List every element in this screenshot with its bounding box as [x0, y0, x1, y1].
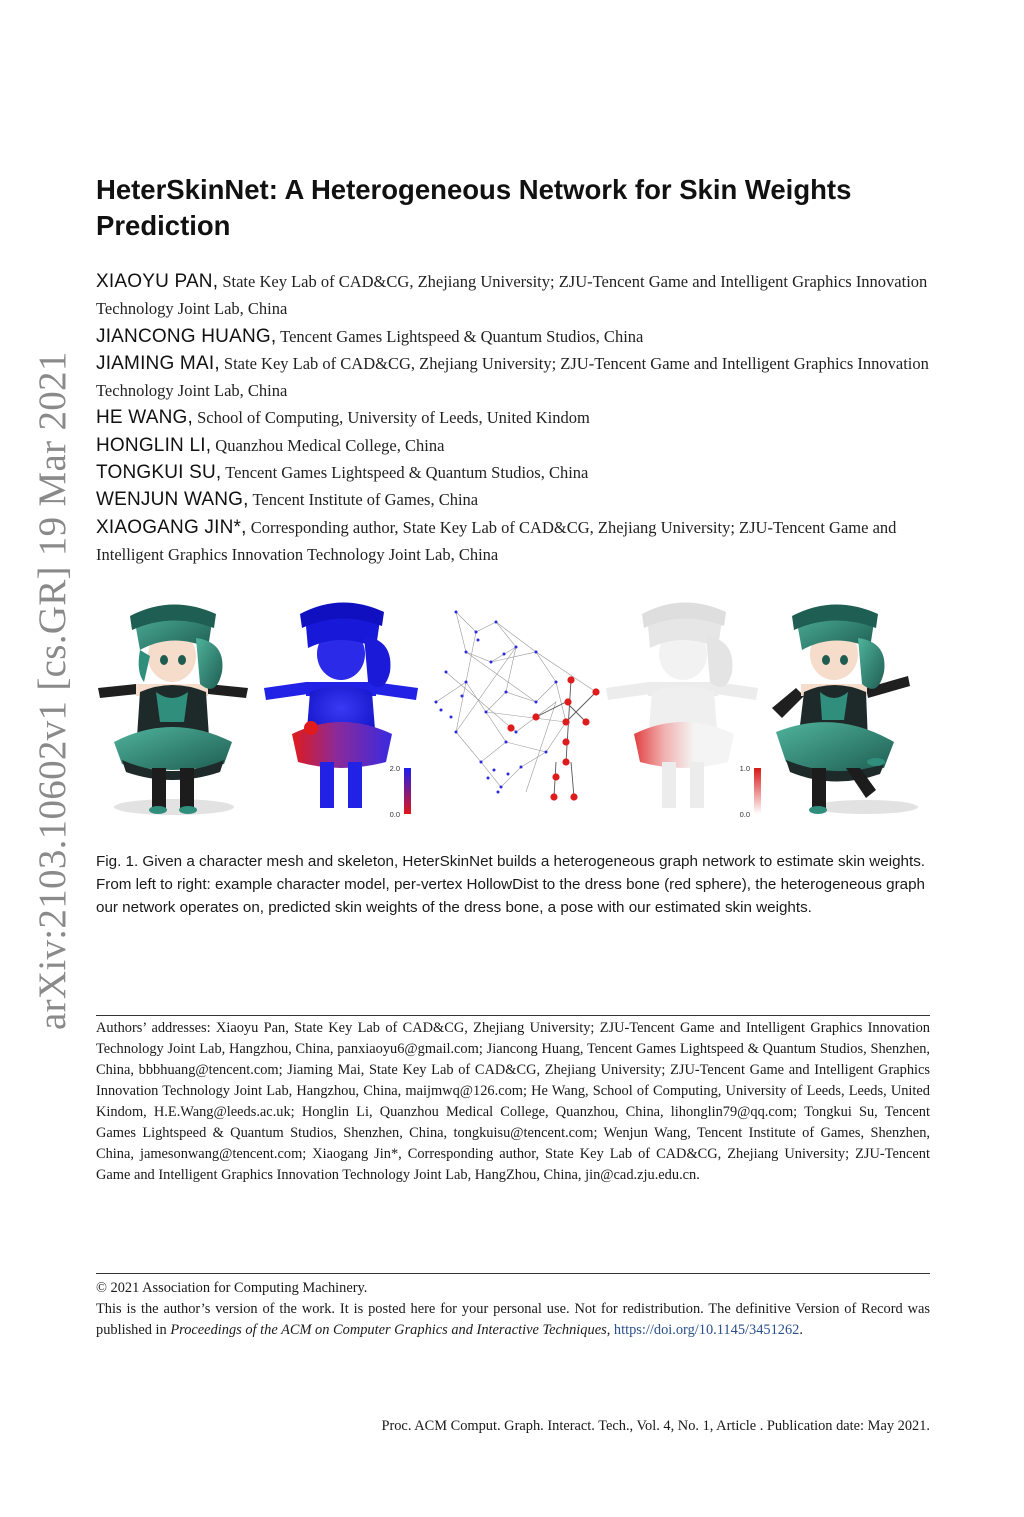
version-notice: [96, 1299, 930, 1341]
footnote-divider: [96, 1015, 930, 1016]
page-footer: Proc. ACM Comput. Graph. Interact. Tech., Vol. 4, No. 1, Article . Publication date: May 2021.: [381, 1418, 930, 1434]
author-name: XIAOYU PAN,: [96, 271, 219, 292]
teaser-figure: [96, 592, 930, 828]
author-affiliation: Tencent Institute of Games, China: [248, 490, 479, 510]
author-affiliation: School of Computing, University of Leeds, United Kindom: [192, 408, 590, 428]
author-entry: [96, 486, 930, 513]
author-name: HE WANG,: [96, 407, 193, 429]
author-entry: [96, 432, 930, 459]
author-affiliation: State Key Lab of CAD&CG, Zhejiang University; ZJU-Tencent Game and Intelligent Graphics Innovation Technology Joint Lab, China: [96, 272, 928, 319]
character-posed: [772, 604, 918, 814]
author-list: [96, 268, 930, 568]
character-model-textured: [98, 604, 248, 815]
figure-caption: Fig. 1. Given a character mesh and skeleton, HeterSkinNet builds a heterogeneous graph network to estimate skin weights. From left to right: example character model, per-vertex HollowDist to the dress bone (red sphere), the heterogeneous graph our network operates on, predicted skin weights of the dress bone, a pose with our estimated skin weights.: [96, 853, 926, 916]
graph-bone-nodes: [507, 676, 599, 800]
doi-link[interactable]: https://doi.org/10.1145/3451262: [613, 1322, 800, 1338]
author-name: WENJUN WANG,: [96, 489, 249, 511]
character-hollowdist-heatmap: [264, 602, 418, 819]
author-affiliation: Corresponding author, State Key Lab of CAD&CG, Zhejiang University; ZJU-Tencent Game and Intelligent Graphics Innovation Technology Joint Lab, China: [96, 517, 897, 564]
copyright-block: [96, 1278, 930, 1341]
author-entry: [96, 323, 930, 350]
colorbar2-max-label: 1.0: [739, 764, 750, 773]
version-notice-end: .: [799, 1322, 803, 1338]
author-addresses: Authors’ addresses: Xiaoyu Pan, State Key Lab of CAD&CG, Zhejiang University; ZJU-Tencent Game and Intelligent Graphics Innovation Technology Joint Lab, Hangzhou, China, panxiaoyu6@gmail.com; Jiancong Huang, Tencent Games Lightspeed & Quantum Studios, Shenzhen, China, bbbhuang@tencent.com; Jiaming Mai, State Key Lab of CAD&CG, Zhejiang University; ZJU-Tencent Game and Intelligent Graphics Innovation Technology Joint Lab, Hangzhou, China, maijmwq@126.com; He Wang, School of Computing, University of Leeds, Leeds, United Kindom, H.E.Wang@leeds.ac.uk; Honglin Li, Quanzhou Medical College, Quanzhou, China, lihonglin79@qq.com; Tongkui Su, Tencent Games Lightspeed & Quantum Studios, Shenzhen, China, tongkuisu@tencent.com; Wenjun Wang, Tencent Institute of Games, Shenzhen, China, jamesonwang@tencent.com; Xiaogang Jin*, Corresponding author, State Key Lab of CAD&CG, Zhejiang University; ZJU-Tencent Game and Intelligent Graphics Innovation Technology Joint Lab, HangZhou, China, jin@cad.zju.edu.cn.: [96, 1020, 930, 1183]
venue-separator: ,: [606, 1322, 614, 1338]
author-name: HONGLIN LI,: [96, 434, 212, 456]
author-entry: [96, 350, 930, 405]
author-name: JIAMING MAI,: [96, 352, 220, 374]
copyright-divider: [96, 1273, 930, 1274]
copyright-notice: © 2021 Association for Computing Machinery.: [96, 1280, 368, 1296]
version-notice-text: This is the author’s version of the work. It is posted here for your personal use. Not for redistribution. The definitive Version of Record was published in: [96, 1301, 930, 1338]
author-name: JIANCONG HUANG,: [96, 325, 277, 347]
arxiv-sidebar-stamp: arXiv:2103.10602v1 [cs.GR] 19 Mar 2021: [31, 351, 74, 1030]
teaser-figure-svg: [96, 592, 930, 828]
author-name: TONGKUI SU,: [96, 462, 222, 484]
author-entry: [96, 268, 930, 323]
author-entry: [96, 459, 930, 486]
author-affiliation: Tencent Games Lightspeed & Quantum Studios, China: [221, 463, 589, 483]
author-affiliation: State Key Lab of CAD&CG, Zhejiang University; ZJU-Tencent Game and Intelligent Graphics Innovation Technology Joint Lab, China: [96, 353, 929, 401]
heterogeneous-graph: [435, 611, 600, 801]
paper-title: HeterSkinNet: A Heterogeneous Network for Skin Weights Prediction: [96, 174, 852, 241]
colorbar2-min-label: 0.0: [739, 810, 750, 819]
character-predicted-weights: [606, 602, 761, 819]
colorbar1-min-label: 0.0: [389, 810, 400, 819]
author-affiliation: Quanzhou Medical College, China: [211, 435, 445, 455]
author-name: XIAOGANG JIN*,: [96, 516, 247, 538]
venue-name: Proceedings of the ACM on Computer Graphics and Interactive Techniques: [170, 1322, 607, 1338]
author-affiliation: Tencent Games Lightspeed & Quantum Studios, China: [276, 326, 644, 346]
author-entry: [96, 404, 930, 431]
author-entry: [96, 514, 930, 569]
colorbar1-max-label: 2.0: [389, 764, 400, 773]
